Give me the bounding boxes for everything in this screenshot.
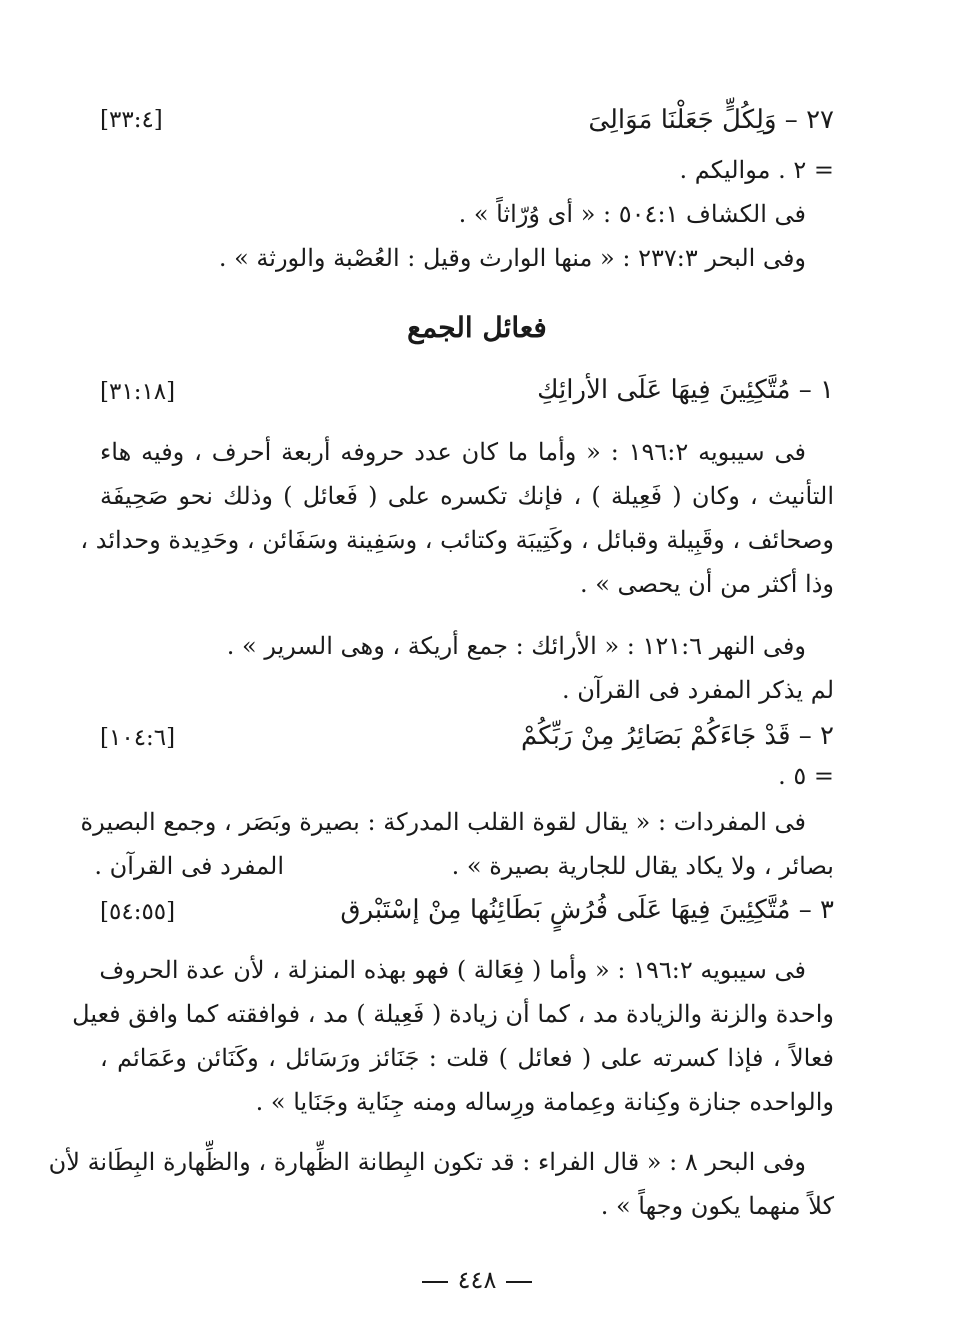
bahr-citation-27: وفى البحر ٢٣٧:٣ : « منها الوارث وقيل : العُصْبة والورثة » . — [218, 244, 806, 272]
verse-reference-2: [١٠٤:٦] — [100, 725, 176, 751]
sibawayh-citation-1-line-3: وصحائف ، وقَبِيلة وقبائل ، وكَتِيبَة وكتائب ، وسَفِينة وسَفَائن ، وحَدِيدة وحدائد ، — [80, 526, 834, 554]
singular-note-1: لم يذكر المفرد فى القرآن . — [561, 676, 834, 704]
occurrence-count-2: = ٥ . — [778, 762, 834, 790]
section-title: فعائل الجمع — [407, 311, 547, 344]
page-number-dash-right — [506, 1281, 532, 1283]
sibawayh-citation-1-line-2: التأنيث ، وكان ( فَعِيلة ) ، فإنك تكسره على ( فَعائل ) وذلك نحو صَحِيفَة — [100, 482, 834, 510]
sibawayh-citation-1-line-4: وذا أكثر من أن يحصى » . — [579, 570, 834, 598]
verse-reference-27: [٣٣:٤] — [100, 107, 163, 133]
page-number-value: ٤٤٨ — [457, 1266, 497, 1294]
sibawayh-citation-3-line-3: فعالاً ، فإذا كسرته على ( فعائل ) قلت : جَنَائز ورَسَائل ، وكَنَائن وعَمَائم ، — [100, 1044, 835, 1072]
kashshaf-citation: فى الكشاف ٥٠٤:١ : « أى وُرّاثاً » . — [458, 200, 806, 228]
verse-reference-1: [٣١:١٨] — [100, 379, 176, 405]
mufradat-citation-line-2: بصائر ، ولا يكاد يقال للجارية بصيرة » . — [451, 852, 834, 880]
page-number — [0, 1262, 954, 1298]
verse-reference-3: [٥٤:٥٥] — [100, 899, 176, 925]
mufradat-citation-line-1: فى المفردات : « يقال لقوة القلب المدركة : بصيرة وبَصَر ، وجمع البصيرة — [80, 808, 806, 836]
verse-2: ٢ – قَدْ جَاءَكُمْ بَصَائِرُ مِنْ رَبِّكُمْ — [521, 721, 834, 751]
occurrence-count-27: = ٢ . مواليكم . — [679, 156, 834, 184]
nahr-citation: وفى النهر ١٢١:٦ : « الأرائك : جمع أريكة ، وهى السرير » . — [226, 632, 806, 660]
verse-27: ٢٧ – وَلِكُلٍّ جَعَلْنَا مَوَالِىَ — [588, 105, 834, 135]
sibawayh-citation-3-line-4: والواحده جنازة وكِنانة وعِمامة ورِساله ومنه جِنَاية وجَنَايا » . — [255, 1088, 834, 1116]
singular-note-2: المفرد فى القرآن . — [94, 852, 284, 880]
bahr-citation-3-line-1: وفى البحر ٨ : « قال الفراء : قد تكون البِطانة الظِّهارة ، والظِّهارة البِطَانة لأن — [48, 1148, 806, 1176]
verse-3: ٣ – مُتَّكِئِينَ فِيهَا عَلَى فُرُشٍ بَطَائِنُها مِنْ إسْتَبْرق — [340, 895, 834, 925]
page-number-dash-left — [422, 1281, 448, 1283]
sibawayh-citation-1-line-1: فى سيبويه ١٩٦:٢ : « وأما ما كان عدد حروفه أربعة أحرف ، وفيه هاء — [100, 438, 806, 466]
sibawayh-citation-3-line-2: واحدة والزنة والزيادة مد ، كما أن زيادة ( فَعِيلة ) مد ، فوافقته كما وافق فعيل — [72, 1000, 834, 1028]
sibawayh-citation-3-line-1: فى سيبويه ١٩٦:٢ : « وأما ( فِعَالة ) فهو بهذه المنزلة ، لأن عدة الحروف — [99, 956, 806, 984]
bahr-citation-3-line-2: كلاً منهما يكون وجهاً » . — [600, 1192, 834, 1220]
verse-1: ١ – مُتَّكِئِينَ فِيهَا عَلَى الأرائِكِ — [537, 375, 834, 405]
